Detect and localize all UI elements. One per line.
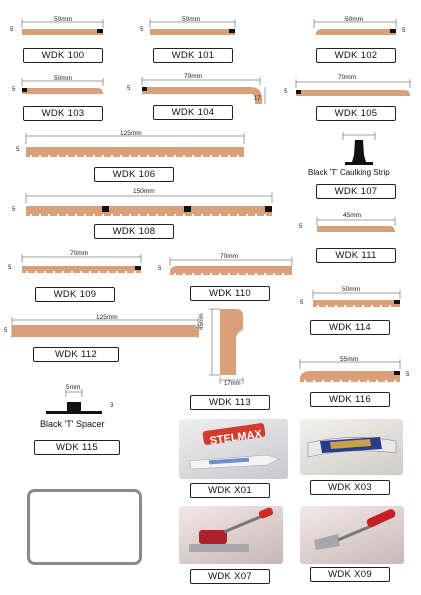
wdk-104-dim: 70mm	[184, 73, 203, 80]
groove-notch	[102, 214, 104, 216]
groove-notch	[129, 155, 131, 157]
groove-notch	[331, 380, 333, 382]
code-wdk-116: WDK 116	[310, 392, 390, 407]
groove-notch	[313, 380, 315, 382]
groove-notch	[201, 273, 203, 275]
groove-notch	[134, 271, 136, 273]
groove-notch	[282, 273, 284, 275]
wdk-115-thick: 3	[110, 403, 114, 409]
code-wdk-108: WDK 108	[94, 224, 174, 239]
groove-notch	[362, 305, 364, 307]
groove-notch	[138, 214, 140, 216]
wdk-113-height: 45mm	[199, 313, 205, 330]
code-wdk-x09: WDK X09	[310, 567, 390, 582]
groove-notch	[129, 214, 131, 216]
groove-notch	[192, 155, 194, 157]
groove-notch	[44, 271, 46, 273]
groove-notch	[353, 305, 355, 307]
groove-notch	[335, 305, 337, 307]
groove-notch	[237, 214, 239, 216]
wdk-108-thick: 5	[12, 207, 16, 213]
groove-notch	[93, 214, 95, 216]
groove-notch	[120, 155, 122, 157]
groove-notch	[255, 273, 257, 275]
groove-notch	[322, 380, 324, 382]
groove-notch	[57, 214, 59, 216]
wdk-105-dim: 70mm	[338, 74, 357, 81]
groove-notch	[84, 214, 86, 216]
groove-notch	[66, 155, 68, 157]
groove-notch	[371, 305, 373, 307]
groove-notch	[116, 271, 118, 273]
wdk-111-thick: 5	[299, 224, 303, 230]
wdk-107-t-strip	[343, 132, 375, 165]
groove-notch	[125, 271, 127, 273]
code-wdk-112: WDK 112	[33, 347, 119, 362]
groove-notch	[75, 155, 77, 157]
code-wdk-114: WDK 114	[310, 320, 390, 335]
groove-notch	[228, 155, 230, 157]
groove-notch	[156, 214, 158, 216]
groove-notch	[385, 380, 387, 382]
wdk-104-height: 17	[254, 96, 261, 102]
groove-notch	[147, 214, 149, 216]
code-wdk-x03: WDK X03	[310, 480, 390, 495]
groove-notch	[219, 214, 221, 216]
groove-notch	[246, 273, 248, 275]
code-wdk-x07: WDK X07	[190, 569, 270, 584]
groove-notch	[183, 273, 185, 275]
groove-notch	[174, 273, 176, 275]
groove-notch	[71, 271, 73, 273]
groove-notch	[156, 155, 158, 157]
empty-frame	[29, 491, 141, 564]
wdk-108-dim: 150mm	[133, 188, 155, 195]
wdk-x03-photo	[300, 419, 403, 475]
wdk-111-profile	[317, 217, 395, 232]
wdk-112-dim: 125mm	[96, 314, 118, 321]
groove-notch	[30, 214, 32, 216]
wdk-107-caption: Black 'T' Caulking Strip	[308, 168, 390, 177]
wdk-116-thick: 5	[406, 372, 410, 378]
groove-notch	[326, 305, 328, 307]
groove-notch	[340, 380, 342, 382]
groove-notch	[35, 271, 37, 273]
groove-notch	[192, 214, 194, 216]
wdk-100-thick: 5	[10, 27, 14, 33]
scraper-tool-image	[300, 506, 404, 564]
groove-notch	[394, 380, 396, 382]
groove-notch	[98, 271, 100, 273]
wdk-110-dim: 70mm	[220, 253, 239, 260]
groove-notch	[201, 214, 203, 216]
groove-notch	[273, 273, 275, 275]
code-wdk-106: WDK 106	[94, 167, 174, 182]
wdk-102-dim: 50mm	[345, 16, 364, 23]
groove-notch	[183, 155, 185, 157]
wdk-108-profile	[26, 193, 272, 216]
groove-notch	[39, 214, 41, 216]
groove-notch	[210, 273, 212, 275]
groove-notch	[48, 155, 50, 157]
groove-notch	[376, 380, 378, 382]
groove-notch	[349, 380, 351, 382]
wdk-104-profile	[142, 77, 265, 104]
groove-notch	[102, 155, 104, 157]
code-wdk-113: WDK 113	[190, 395, 270, 410]
code-wdk-102: WDK 102	[316, 48, 396, 63]
groove-notch	[30, 155, 32, 157]
wdk-109-thick: 5	[8, 265, 12, 271]
groove-notch	[174, 214, 176, 216]
groove-notch	[84, 155, 86, 157]
wdk-110-thick: 5	[158, 266, 162, 272]
groove-notch	[26, 271, 28, 273]
stelmax-brand-text: STELMAX	[208, 428, 263, 448]
groove-notch	[201, 155, 203, 157]
groove-notch	[165, 214, 167, 216]
wdk-116-dim: 55mm	[340, 356, 359, 363]
code-wdk-x01: WDK X01	[190, 483, 270, 498]
groove-notch	[389, 305, 391, 307]
groove-notch	[246, 214, 248, 216]
groove-notch	[367, 380, 369, 382]
code-wdk-115: WDK 115	[34, 440, 120, 455]
wdk-106-thick: 5	[16, 147, 20, 153]
groove-notch	[228, 273, 230, 275]
groove-notch	[255, 214, 257, 216]
groove-notch	[210, 214, 212, 216]
code-wdk-101: WDK 101	[153, 48, 233, 63]
groove-notch	[358, 380, 360, 382]
groove-notch	[89, 271, 91, 273]
groove-notch	[174, 155, 176, 157]
wdk-111-dim: 45mm	[343, 212, 362, 219]
groove-notch	[380, 305, 382, 307]
groove-notch	[165, 155, 167, 157]
groove-notch	[111, 155, 113, 157]
wdk-115-dim: 5mm	[66, 384, 81, 391]
groove-notch	[39, 155, 41, 157]
wdk-105-profile	[296, 79, 410, 96]
groove-notch	[228, 214, 230, 216]
groove-notch	[237, 273, 239, 275]
code-wdk-104: WDK 104	[153, 105, 233, 120]
wdk-115-t-spacer	[46, 389, 102, 414]
code-wdk-103: WDK 103	[23, 106, 103, 121]
wdk-x07-photo	[179, 506, 283, 564]
groove-notch	[48, 214, 50, 216]
groove-notch	[62, 271, 64, 273]
wdk-x09-photo	[300, 506, 404, 564]
adhesive-tube-image	[179, 419, 288, 479]
groove-notch	[183, 214, 185, 216]
groove-notch	[317, 305, 319, 307]
code-wdk-107: WDK 107	[316, 184, 396, 199]
groove-notch	[304, 380, 306, 382]
code-wdk-111: WDK 111	[316, 248, 396, 263]
wdk-100-dim: 50mm	[54, 16, 73, 23]
wdk-114-thick: 5	[300, 300, 304, 306]
groove-notch	[93, 155, 95, 157]
groove-notch	[120, 214, 122, 216]
groove-notch	[57, 155, 59, 157]
wdk-101-thick: 5	[140, 27, 144, 33]
code-wdk-110: WDK 110	[190, 286, 270, 301]
wdk-115-caption: Black 'T' Spacer	[40, 419, 105, 429]
wdk-102-thick: 5	[402, 28, 406, 34]
wdk-104-thick: 5	[127, 86, 131, 92]
wdk-109-dim: 70mm	[70, 250, 89, 257]
groove-notch	[344, 305, 346, 307]
wdk-113-profile	[209, 309, 243, 384]
roller-tool-image	[179, 506, 283, 564]
groove-notch	[192, 273, 194, 275]
wdk-114-dim: 50mm	[342, 286, 361, 293]
groove-notch	[264, 273, 266, 275]
sealant-sausage-image	[300, 419, 403, 475]
groove-notch	[210, 155, 212, 157]
groove-notch	[111, 214, 113, 216]
groove-notch	[219, 273, 221, 275]
wdk-103-dim: 50mm	[54, 75, 73, 82]
wdk-113-width: 17mm	[224, 381, 241, 387]
wdk-103-thick: 5	[12, 87, 16, 93]
wdk-x01-photo	[179, 419, 288, 479]
wdk-101-dim: 50mm	[182, 16, 201, 23]
code-wdk-105: WDK 105	[316, 106, 396, 121]
groove-notch	[80, 271, 82, 273]
groove-notch	[53, 271, 55, 273]
groove-notch	[264, 214, 266, 216]
groove-notch	[107, 271, 109, 273]
code-wdk-109: WDK 109	[35, 287, 115, 302]
groove-notch	[66, 214, 68, 216]
groove-notch	[237, 155, 239, 157]
wdk-105-thick: 5	[284, 89, 288, 95]
code-wdk-100: WDK 100	[23, 48, 103, 63]
wdk-112-thick: 5	[4, 328, 8, 334]
groove-notch	[138, 155, 140, 157]
groove-notch	[75, 214, 77, 216]
wdk-106-dim: 125mm	[120, 130, 142, 137]
groove-notch	[147, 155, 149, 157]
groove-notch	[219, 155, 221, 157]
